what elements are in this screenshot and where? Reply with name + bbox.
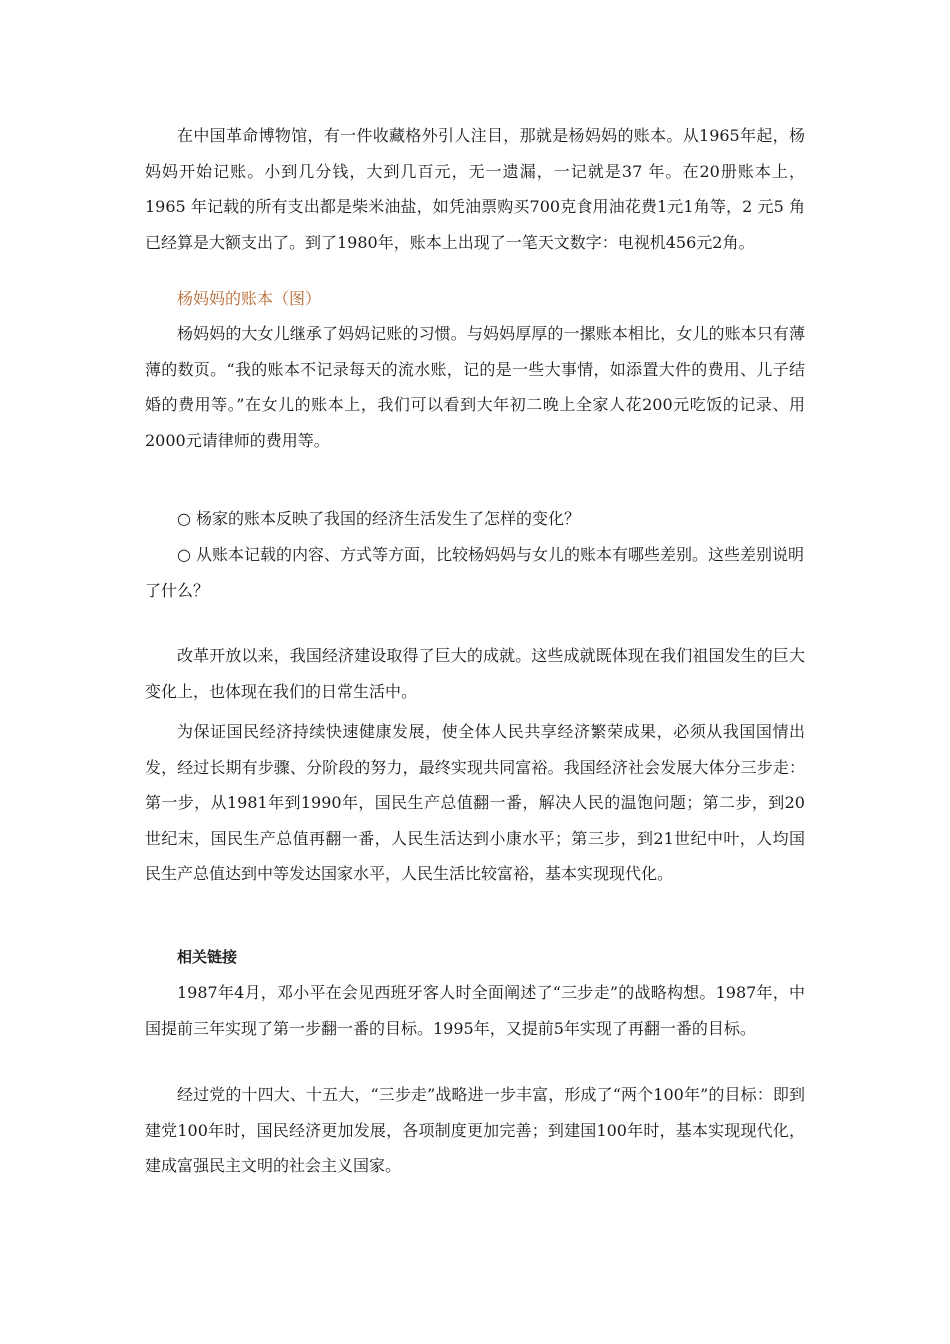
paragraph-three-steps: 为保证国民经济持续快速健康发展，使全体人民共享经济繁荣成果，必须从我国国情出发，经过长期有步骤、分阶段的努力，最终实现共同富裕。我国经济社会发展大体分三步走：第一步，从1981年到1990年，国民生产总值翻一番，解决人民的温饱问题；第二步，到20世纪末，国民生产总值再翻一番，人民生活达到小康水平；第三步，到21世纪中叶，人均国民生产总值达到中等发达国家水平，人民生活比较富裕，基本实现现代化。 <box>145 722 805 884</box>
question-1: ○ 杨家的账本反映了我国的经济生活发生了怎样的变化？ <box>177 509 581 528</box>
paragraph-daughter-ledger: 杨妈妈的大女儿继承了妈妈记账的习惯。与妈妈厚厚的一摞账本相比，女儿的账本只有薄薄的数页。“我的账本不记录每天的流水账，记的是一些大事情，如添置大件的费用、儿子结婚的费用等。”在女儿的账本上，我们可以看到大年初二晚上全家人花200元吃饭的记录、用2000元请律师的费用等。 <box>145 324 805 450</box>
related-links-heading: 相关链接 <box>177 948 238 966</box>
paragraph-reform-achievements: 改革开放以来，我国经济建设取得了巨大的成就。这些成就既体现在我们祖国发生的巨大变化上，也体现在我们的日常生活中。 <box>145 646 805 701</box>
paragraph-two-centenary: 经过党的十四大、十五大，“三步走”战略进一步丰富，形成了“两个100年”的目标：即到建党100年时，国民经济更加发展，各项制度更加完善；到建国100年时，基本实现现代化，建成富强民主文明的社会主义国家。 <box>145 1085 805 1176</box>
question-2: ○ 从账本记载的内容、方式等方面，比较杨妈妈与女儿的账本有哪些差别。这些差别说明了什么？ <box>145 545 805 600</box>
paragraph-ledger-intro: 在中国革命博物馆，有一件收藏格外引人注目，那就是杨妈妈的账本。从1965年起，杨妈妈开始记账。小到几分钱，大到几百元，无一遗漏，一记就是37 年。在20册账本上，1965 年记载的所有支出都是柴米油盐，如凭油票购买700克食用油花费1元1角等，2 元5 角已经算是大额支出了。到了1980年，账本上出现了一笔天文数字：电视机456元2角。 <box>145 126 805 252</box>
image-caption: 杨妈妈的账本（图） <box>177 289 322 308</box>
paragraph-deng-xiaoping: 1987年4月，邓小平在会见西班牙客人时全面阐述了“三步走”的战略构想。1987年，中国提前三年实现了第一步翻一番的目标。1995年，又提前5年实现了再翻一番的目标。 <box>145 983 805 1038</box>
